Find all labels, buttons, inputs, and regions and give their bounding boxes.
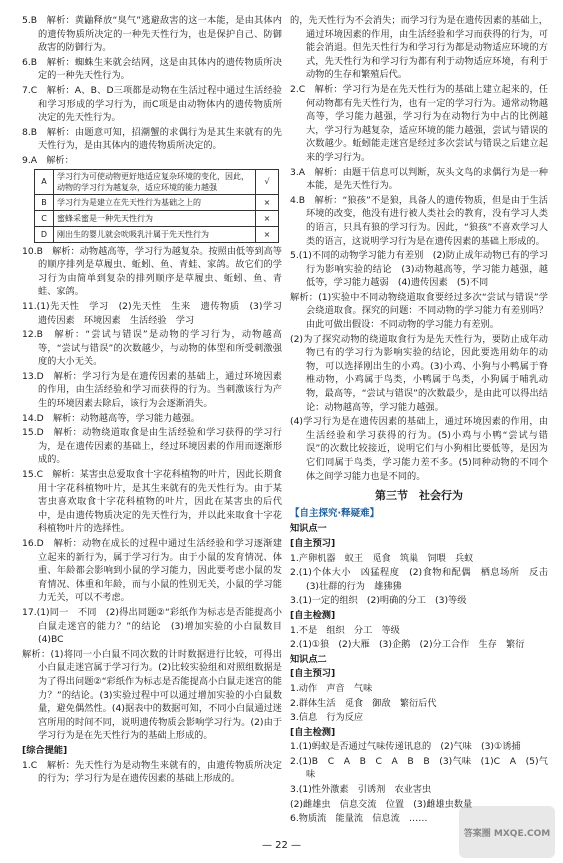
left2-paragraph: 17.(1)同一 不同 (2)得出同题②“彩纸作为标志是否能提高小白鼠走迷宫的能力？”的结论 (3)增加实验的小白鼠数目 (4)BC (22, 606, 292, 646)
right-column (290, 14, 558, 827)
left-paragraph: 7.C 解析：A、B、D三项都是动物在生活过程中通过生活经验和学习形成的学习行为，而C项是由动物体内的遗传物质所决定的先天性行为。 (22, 84, 282, 124)
right2-paragraph: (2)雌雄虫 信息交流 位置 (3)雌雄虫数量 (290, 798, 473, 810)
page-number: — 22 — (261, 840, 302, 851)
table-row (35, 194, 279, 210)
left2-paragraph: 15.D 解析：动物绕道取食是由生活经验和学习获得的学习行为，是在遗传因素的基础上，经过环境因素的作用而逐渐形成的。 (22, 427, 282, 466)
left2-paragraph: 16.D 解析：动物在成长的过程中通过生活经验和学习逐渐建立起来的新行为，属于学习行为。由于小鼠的发育情况、体重、年龄都会影响到小鼠的学习能力，因此要考虑小鼠的发育情况、体重和年龄，而与小鼠的性别无关，小鼠的学习能力无关，可以不考虑。 (22, 538, 282, 604)
right-paragraph: 的，先天性行为不会消失；而学习行为是在遗传因素的基础上，通过环境因素的作用，由生活经验和学习而获得的行为，可能会消退。但先天性行为和学习行为都是动物适应环境的方式，先天性行为和学习行为都有利于动物适应环境，有利于动物的生存和繁殖后代。 (290, 15, 548, 81)
right2-paragraph: 知识点一 (290, 523, 327, 535)
section-tag: 【自主探究·释疑难】 (290, 507, 380, 519)
table-cell: √ (256, 169, 279, 194)
right-paragraph: 5.(1)不同的动物学习能力有差别 (2)防止成年动物已有的学习行为影响实验的结论 (3)动物越高等，学习能力越强，越低等，学习能力越弱 (4)遗传因素 (5)不同 (290, 250, 548, 289)
table-cell: 蜜蜂采蜜是一种先天性行为 (54, 210, 256, 226)
right2-paragraph: [自主预习] (290, 537, 336, 549)
right2-paragraph: 3.(1)一定的组织 (2)明确的分工 (3)等级 (290, 595, 467, 607)
left-paragraph: 8.B 解析：由题意可知，招潮蟹的求偶行为是其生来就有的先天性行为，是由其体内的遗传物质所决定的。 (22, 126, 282, 152)
right2-paragraph: 3.信息 行为反应 (290, 712, 364, 724)
left2-paragraph: 14.D 解析：动物越高等，学习能力越强。 (22, 412, 200, 424)
right2-paragraph: [自主检测] (290, 726, 336, 738)
right2-paragraph: [自主预习] (290, 668, 336, 680)
table-row (35, 226, 279, 242)
left2-paragraph: [综合提能] (22, 744, 68, 756)
right2-paragraph: [自主检测] (290, 609, 336, 621)
right2-paragraph: 1.产卵机器 蚁王 觅食 筑巢 饲喂 兵蚁 (290, 552, 474, 564)
right2-paragraph: 知识点二 (290, 653, 327, 665)
table-cell: 学习行为可使动物更好地适应复杂环境的变化，因此，动物的学习行为越复杂，适应环境的能力越强 (54, 169, 256, 194)
table-cell: D (35, 226, 54, 242)
right-paragraph: 2.C 解析：学习行为是在先天性行为的基础上建立起来的，任何动物都有先天性行为，也有一定的学习行为。通常动物越高等，学习能力越强，学习行为在动物行为中占的比例越大，学习行为越复杂，适应环境的能力越强，尝试与错误的次数越少。蚯蚓能走迷宫是经过多次尝试与错误之后建立起来的学习行为。 (290, 83, 548, 163)
right-paragraph: 3.A 解析：由题干信息可以判断，灰头文鸟的求偶行为是一种本能，是先天性行为。 (290, 166, 548, 192)
table-cell: × (256, 194, 279, 210)
table-cell: 刚出生的婴儿就会吮吸乳汁属于先天性行为 (54, 226, 256, 242)
right2-paragraph: 2.(1)①狼 (2)大雁 (3)企鹅 (2)分工合作 生存 繁衍 (290, 639, 525, 651)
right2-paragraph: 1.动作 声音 气味 (290, 682, 373, 694)
table-cell: B (35, 194, 54, 210)
watermark-logo: 答案圈 MXQE.COM (459, 806, 555, 858)
table-cell: × (256, 210, 279, 226)
right2-paragraph: 6.物质流 能量流 信息流 …… (290, 813, 428, 825)
table-cell: C (35, 210, 54, 226)
left2-paragraph: 11.(1)先天性 学习 (2)先天性 生来 遗传物质 (3)学习 遗传因素 环境因素 生活经验 学习 (22, 300, 292, 326)
right-paragraph: 4.B 解析：“狼孩”不是狼，具备人的遗传物质，但是由于生活环境的改变，他没有进行被人类社会的教育，没有学习人类的语言，只具有狼的学习行为。因此，“狼孩”不喜欢学习人类的语言，这说明学习行为是在遗传因素的基础上形成的。 (290, 194, 548, 247)
answer-table (34, 169, 279, 243)
right2-paragraph: 2.(1)个体大小 凶猛程度 (2)食物和配偶 栖息场所 反击 (3)壮群的行为 雄狒狒 (290, 567, 558, 592)
left2-paragraph: 10.B 解析：动物越高等，学习行为越复杂。按照由低等到高等的顺序排列是草履虫、蚯蚓、鱼、青蛙、家鸽。故它们的学习行为由简单到复杂的排列顺序是草履虫、蚯蚓、鱼、青蛙、家鸽。 (22, 245, 282, 298)
right2-paragraph: 2.(1)B C A B C A B B (3)气味 (1)C A (5)气味 (290, 755, 548, 781)
left2-paragraph: 13.D 解析：学习行为是在遗传因素的基础上，通过环境因素的作用，由生活经验和学习而获得的行为。当刺激该行为产生的环境因素去除后，该行为会逐渐消失。 (22, 370, 282, 410)
left2-paragraph: 15.C 解析：某害虫总爱取食十字花科植物的叶片，因此长期食用十字花科植物叶片，是其生来就有的先天性行为。由于某害虫喜欢取食十字花科植物的叶片，因此在某害虫的后代中，是由遗传物质决定的先天性行为，并以此来取食十字花科植物叶片的选择性。 (22, 469, 282, 535)
table-row (35, 210, 279, 226)
right2-paragraph: 1.(1)蚂蚁是否通过气味传递讯息的 (2)气味 (3)①诱捕 (290, 741, 521, 753)
right-paragraph: (4)学习行为是在遗传因素的基础上，通过环境因素的作用，由生活经验和学习获得的行为。(5)小鸡与小鸭“尝试与错误”的次数比较接近，说明它们与小狗相比要低等，是因为它们同属于鸟类，学习能力差不多。(5)同种动物的不同个体之间学习能力也是不同的。 (290, 416, 548, 482)
section-title: 第三节 社会行为 (375, 489, 463, 503)
right-paragraph: 解析：(1)实验中不同动物绕道取食要经过多次“尝试与错误”学会绕道取食。探究的问题：不同动物的学习能力有差别吗？由此可做出假设：不同动物的学习能力有差别。 (290, 291, 548, 331)
table-cell: 学习行为是建立在先天性行为基础之上的 (54, 194, 256, 210)
left2-paragraph: 解析：(1)将同一小白鼠不同次数的计时数据进行比较，可得出小白鼠走迷宫属于学习行为。(2)比较实验组和对照组数据是为了得出问题②“彩纸作为标志是否能提高小白鼠走迷宫的能力？”的结论。(3)实验过程中可以通过增加实验的小白鼠数量，避免偶然性。(4)据表中的数据可知，不同小白鼠通过迷宫所用的时间不同，说明遗传物质会影响学习行为。(2)由于学习行为是在先天性行为的基础上形成的。 (22, 648, 282, 742)
left-paragraph: 5.B 解析：黄鼬释放“臭气”逃避敌害的这一本能，是由其体内的遗传物质所决定的一种先天性行为，也是保护自己、防御敌害的防御行为。 (22, 15, 282, 54)
right2-paragraph: 2.群体生活 觅食 御敌 繁衍后代 (290, 697, 437, 709)
left2-paragraph: 12.B 解析：“尝试与错误”是动物的学习行为，动物越高等，“尝试与错误”的次数越少，与动物的体型和所受刺激强度的大小无关。 (22, 329, 282, 368)
table-row (35, 169, 279, 194)
left-column (22, 14, 292, 787)
left-paragraph: 9.A 解析： (22, 154, 74, 166)
right2-paragraph: 3.(1)性外激素 引诱剂 农业害虫 (290, 784, 432, 796)
right-paragraph: (2)为了探究动物的绕道取食行为是先天性行为，要防止成年动物已有的学习行为影响实验的结论，因此要选用幼年的动物，可以选择刚出生的小鸡。(3)小鸡、小狗与小鸭属于脊椎动物，小鸡属于鸟类，小鸭属于鸟类，小狗属于哺乳动物，最高等，“尝试与错误”的次数最少，是由此可以得出结论：动物越高等，学习能力越强。 (290, 333, 548, 413)
right2-paragraph: 1.不是 组织 分工 等级 (290, 624, 400, 636)
table-cell: × (256, 226, 279, 242)
table-cell: A (35, 169, 54, 194)
left2-paragraph: 1.C 解析：先天性行为是动物生来就有的，由遗传物质所决定的行为；学习行为是在遗传因素的基础上形成的。 (22, 759, 282, 785)
left-paragraph: 6.B 解析：蜘蛛生来就会结网，这是由其体内的遗传物质所决定的一种先天性行为。 (22, 56, 282, 82)
